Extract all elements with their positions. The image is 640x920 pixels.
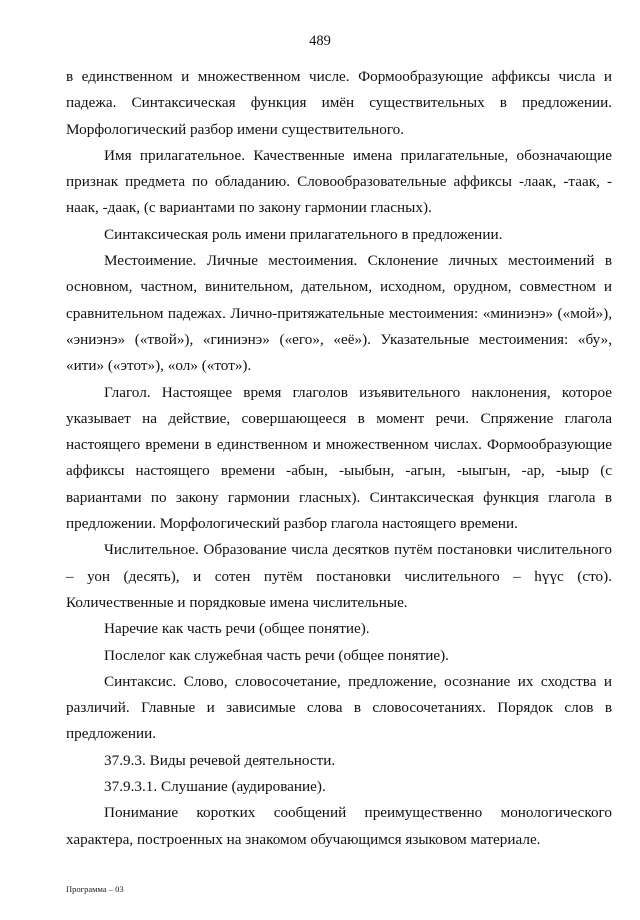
paragraph: Местоимение. Личные местоимения. Склонение личных местоимений в основном, частном, винительном, дательном, исходном, орудном, совместном и сравнительном падежах. Лично-притяжательные местоимения: «миниэнэ» («мой»), «эниэнэ» («твой»), «гиниэнэ» («его», «её»). Указательные местоимения: «бу», «ити» («этот»), «ол» («тот»). xyxy=(66,252,612,375)
paragraph: Послелог как служебная часть речи (общее понятие). xyxy=(104,646,449,664)
body-text xyxy=(66,64,612,853)
page-number: 489 xyxy=(309,33,331,49)
subsection-heading: 37.9.3.1. Слушание (аудирование). xyxy=(104,778,326,796)
paragraph: Глагол. Настоящее время глаголов изъявительного наклонения, которое указывает на действие, совершающееся в момент речи. Спряжение глагола настоящего времени в единственном и множественном числах. Формообразующие аффиксы настоящего времени -абын, -ыыбын, -агын, -ыыгын, -ар, -ыыр (с вариантами по закону гармонии гласных). Синтаксическая функция глагола в предложении. Морфологический разбор глагола настоящего времени. xyxy=(66,383,612,533)
footer-label: Программа – 03 xyxy=(66,884,124,894)
paragraph: Имя прилагательное. Качественные имена прилагательные, обозначающие признак предмета по обладанию. Словообразовательные аффиксы -лаак, -таак, - наак, -даак, (с вариантами по закону гармонии гласных). xyxy=(66,146,612,217)
paragraph: в единственном и множественном числе. Формообразующие аффиксы числа и падежа. Синтаксическая функция имён существительных в предложении. Морфологический разбор имени существительного. xyxy=(66,68,612,138)
paragraph: Числительное. Образование числа десятков путём постановки числительного – уон (десять), и сотен путём постановки числительного – һүүс (сто). Количественные и порядковые имена числительные. xyxy=(66,541,612,611)
paragraph: Синтаксическая роль имени прилагательного в предложении. xyxy=(104,225,503,243)
section-heading: 37.9.3. Виды речевой деятельности. xyxy=(104,751,336,769)
paragraph: Понимание коротких сообщений преимущественно монологического характера, построенных на знакомом обучающимся языковом материале. xyxy=(66,804,612,848)
paragraph: Синтаксис. Слово, словосочетание, предложение, осознание их сходства и различий. Главные и зависимые слова в словосочетаниях. Порядок слов в предложении. xyxy=(66,672,612,743)
paragraph: Наречие как часть речи (общее понятие). xyxy=(104,620,370,638)
